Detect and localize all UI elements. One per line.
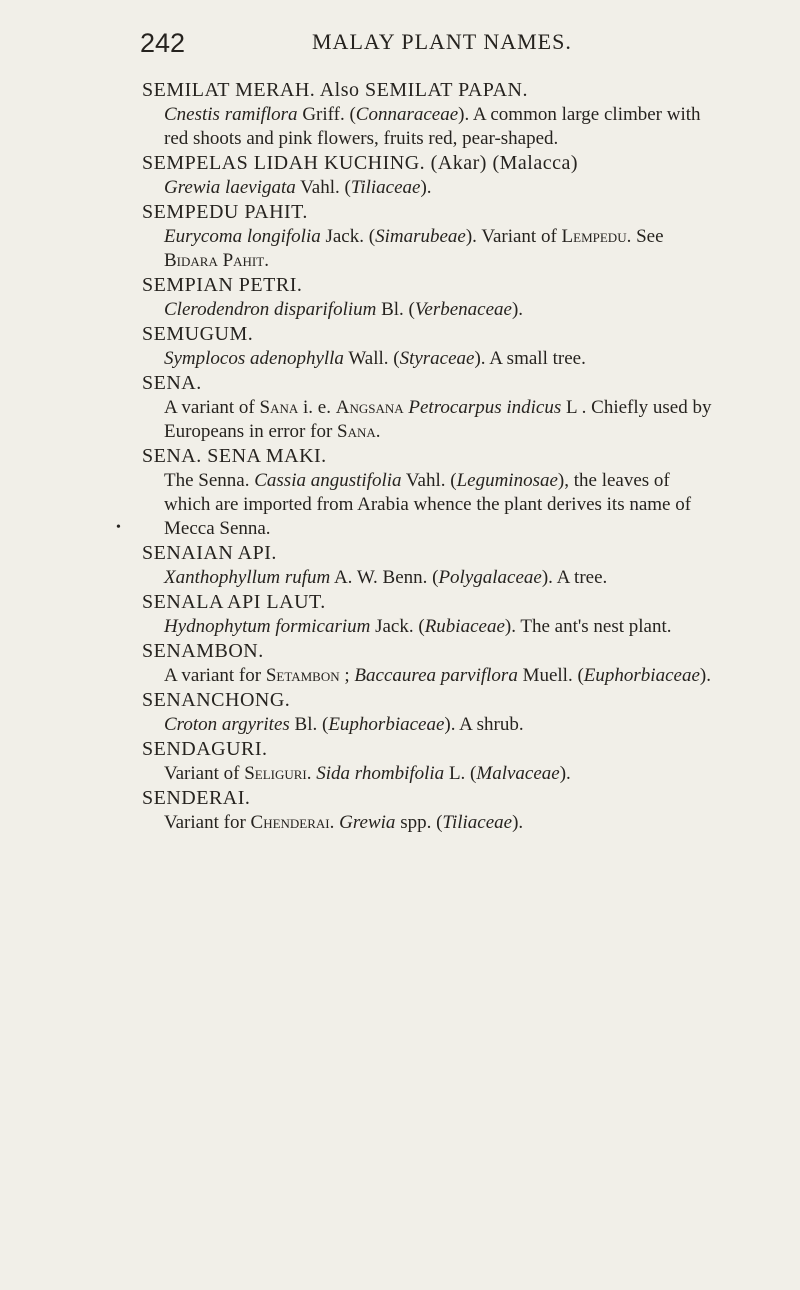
cross-reference: Angsana (335, 397, 404, 418)
entry-text: Griff. ( (297, 104, 356, 125)
latin-name: Euphorbiaceae (583, 665, 700, 686)
latin-name: Styraceae (399, 348, 475, 369)
cross-reference: Bidara Pahit (164, 250, 265, 271)
entry-text: ). A common large climber with red shoots and pink flowers, fruits red, pear-shaped. (164, 104, 701, 149)
page-number: 242 (140, 28, 186, 58)
latin-name: Xanthophyllum rufum (164, 567, 331, 588)
entry-text: . (306, 763, 317, 784)
entry-text: i. e. (298, 397, 336, 418)
dictionary-entry (142, 371, 712, 444)
entry-headword: SENANCHONG. (142, 689, 291, 711)
entry-text: ). (420, 177, 432, 198)
dictionary-entry (142, 322, 712, 371)
latin-name: Tiliaceae (350, 177, 421, 198)
cross-reference: Seliguri (244, 763, 307, 784)
latin-name: Clerodendron disparifolium (164, 299, 377, 320)
entry-text: Muell. ( (517, 665, 584, 686)
entry-headword: SENAIAN API. (142, 542, 277, 564)
entry-body (142, 811, 712, 835)
entry-text: Jack. ( (320, 226, 376, 247)
latin-name: Grewia (339, 812, 396, 833)
entry-text: ). (511, 299, 524, 320)
entry-text: Jack. ( (370, 616, 425, 637)
dictionary-entries (142, 78, 712, 835)
entry-body (142, 396, 712, 444)
dictionary-entry (142, 639, 712, 688)
page-header (140, 28, 700, 64)
entry-text: Bl. ( (376, 299, 415, 320)
entry-headword: SEMUGUM. (142, 323, 254, 345)
dictionary-entry (142, 786, 712, 835)
entry-text: ). (559, 763, 571, 784)
entry-text: . (264, 250, 269, 271)
entry-headword: SEMPEDU PAHIT. (142, 201, 308, 223)
dictionary-entry (142, 688, 712, 737)
entry-body (142, 176, 712, 200)
entry-text: ), the leaves of which are imported from Arabia whence the plant derives its name of Mecca Senna. (164, 470, 692, 539)
entry-text: Variant of (164, 763, 245, 784)
entry-text: ). Variant of (465, 226, 562, 247)
dictionary-entry (142, 590, 712, 639)
entry-text: . (375, 421, 381, 442)
entry-text: ). A shrub. (444, 714, 524, 735)
entry-text: The Senna. (164, 470, 255, 491)
latin-name: Polygalaceae (438, 567, 542, 588)
cross-reference: Sana (337, 421, 376, 442)
entry-body (142, 469, 712, 541)
latin-name: Leguminosae (456, 470, 558, 491)
dictionary-entry (142, 444, 712, 541)
latin-name: Tiliaceae (442, 812, 513, 833)
entry-body (142, 566, 712, 590)
entry-text: A variant for (164, 665, 266, 686)
latin-name: Symplocos adenophylla (164, 348, 344, 369)
entry-body (142, 225, 712, 273)
entry-text: L. ( (444, 763, 477, 784)
latin-name: Baccaurea parviflora (354, 665, 518, 686)
entry-headword: SEMPIAN PETRI. (142, 274, 303, 296)
entry-body (142, 615, 712, 639)
entry-text: Variant for (164, 812, 251, 833)
latin-name: Connaraceae (355, 104, 459, 125)
running-title: MALAY PLANT NAMES. (312, 29, 572, 54)
entry-headword: SENA. (142, 372, 202, 394)
entry-text: ). (512, 812, 524, 833)
entry-body (142, 298, 712, 322)
entry-body (142, 347, 712, 371)
entry-body (142, 713, 712, 737)
dictionary-entry (142, 273, 712, 322)
entry-text: ). A small tree. (474, 348, 586, 369)
entry-text: Vahl. ( (295, 177, 351, 198)
entry-text: ). A tree. (541, 567, 608, 588)
latin-name: Eurycoma longifolia (164, 226, 321, 247)
entry-text: Bl. ( (289, 714, 329, 735)
dictionary-entry (142, 78, 712, 151)
entry-headword: SEMILAT MERAH. Also SEMILAT PAPAN. (142, 79, 528, 101)
entry-text: Vahl. ( (401, 470, 457, 491)
latin-name: Cassia angustifolia (254, 470, 402, 491)
latin-name: Rubiaceae (424, 616, 505, 637)
latin-name: Hydnophytum formicarium (164, 616, 371, 637)
entry-text: A variant of (164, 397, 260, 418)
entry-text: ). The ant's nest plant. (504, 616, 672, 637)
margin-dot: • (116, 520, 121, 535)
dictionary-entry (142, 200, 712, 273)
entry-text: . (329, 812, 340, 833)
cross-reference: Lempedu (561, 226, 627, 247)
latin-name: Simarubeae (375, 226, 466, 247)
entry-headword: SENA. SENA MAKI. (142, 445, 327, 467)
entry-text: A. W. Benn. ( (330, 567, 439, 588)
entry-body (142, 664, 712, 688)
entry-text: L . Chiefly used by Europeans in error for (164, 397, 712, 442)
dictionary-entry (142, 541, 712, 590)
latin-name: Euphorbiaceae (328, 714, 445, 735)
entry-headword: SENALA API LAUT. (142, 591, 326, 613)
latin-name: Malvaceae (476, 763, 560, 784)
entry-body (142, 103, 712, 151)
cross-reference: Chenderai (250, 812, 330, 833)
entry-headword: SENDAGURI. (142, 738, 268, 760)
entry-headword: SENDERAI. (142, 787, 251, 809)
entry-text: Wall. ( (343, 348, 400, 369)
latin-name: Petrocarpus indicus (408, 397, 562, 418)
dictionary-entry (142, 737, 712, 786)
entry-body (142, 762, 712, 786)
latin-name: Cnestis ramiflora (164, 104, 298, 125)
latin-name: Sida rhombifolia (316, 763, 445, 784)
cross-reference: Sana (259, 397, 299, 418)
latin-name: Verbenaceae (414, 299, 512, 320)
entry-text: ; (339, 665, 355, 686)
latin-name: Grewia laevigata (164, 177, 296, 198)
entry-headword: SENAMBON. (142, 640, 264, 662)
latin-name: Croton argyrites (164, 714, 290, 735)
entry-text: ). (699, 665, 711, 686)
dictionary-entry (142, 151, 712, 200)
entry-text: spp. ( (395, 812, 443, 833)
entry-headword: SEMPELAS LIDAH KUCHING. (Akar) (Malacca) (142, 152, 579, 174)
cross-reference: Setambon (265, 665, 340, 686)
entry-text: . See (626, 226, 664, 247)
